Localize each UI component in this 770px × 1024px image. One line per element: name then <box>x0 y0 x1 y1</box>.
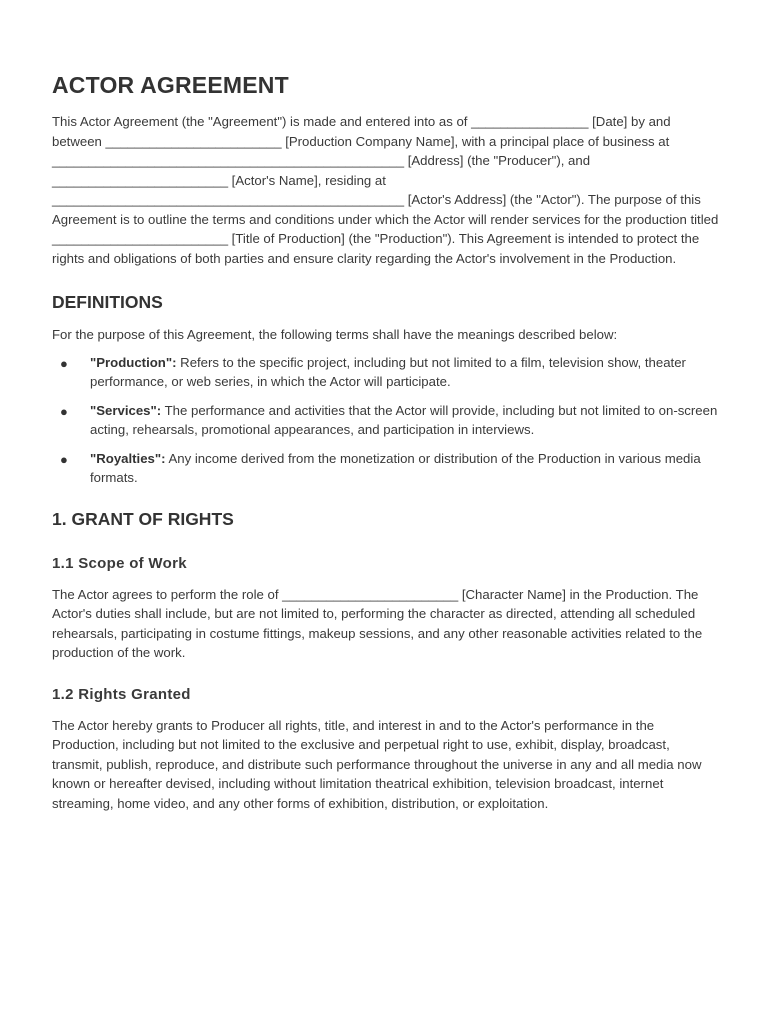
scope-of-work-paragraph: The Actor agrees to perform the role of ________________________ [Character Name] in the Production. The Actor's duties shall include, but are not limited to, performing the character as directed, attending all scheduled rehearsals, participating in costume fittings, makeup sessions, and any other reasonable activities related to the production of the work. <box>52 586 703 660</box>
definition-text: Any income derived from the monetization or distribution of the Production in various media formats. <box>90 450 701 485</box>
scope-of-work-heading: 1.1 Scope of Work <box>52 554 187 572</box>
list-item <box>52 353 722 392</box>
bullet-icon: ● <box>60 451 68 467</box>
definition-term: "Royalties": <box>90 450 166 466</box>
definition-text: Refers to the specific project, including but not limited to a film, television show, theater performance, or web series, in which the Actor will participate. <box>90 354 686 389</box>
list-item <box>52 401 722 440</box>
bullet-icon: ● <box>60 355 68 371</box>
document-page <box>52 70 722 813</box>
document-title: ACTOR AGREEMENT <box>52 72 289 98</box>
intro-paragraph: This Actor Agreement (the "Agreement") is made and entered into as of ________________ [Date] by and between ________________________ [Production Company Name], with a principal place of business at ________________________________________________ [Address] (the "Producer"), and ________________________ [Actor's Name], residing at ________________________________________________ [Actor's Address] (the "Actor"). The purpose of this Agreement is to outline the terms and conditions under which the Actor will render services for the production titled ________________________ [Title of Production] (the "Production"). This Agreement is intended to protect the rights and obligations of both parties and ensure clarity regarding the Actor's involvement in the Production. <box>52 114 719 266</box>
grant-of-rights-heading: 1. GRANT OF RIGHTS <box>52 508 234 529</box>
definition-term: "Services": <box>90 402 162 418</box>
definition-term: "Production": <box>90 354 177 370</box>
list-item <box>52 449 722 488</box>
definition-text: The performance and activities that the Actor will provide, including but not limited to on-screen acting, rehearsals, promotional appearances, and participation in interviews. <box>90 402 718 437</box>
rights-granted-paragraph: The Actor hereby grants to Producer all rights, title, and interest in and to the Actor's performance in the Production, including but not limited to the exclusive and perpetual right to use, exhibit, display, broadcast, transmit, publish, reproduce, and distribute such performance throughout the universe in any and all media now known or hereafter devised, including without limitation theatrical exhibition, television broadcast, internet streaming, home video, and any other forms of exhibition, distribution, or exploitation. <box>52 717 702 811</box>
definitions-heading: DEFINITIONS <box>52 292 163 312</box>
bullet-icon: ● <box>60 403 68 419</box>
definitions-lead: For the purpose of this Agreement, the following terms shall have the meanings described below: <box>52 327 618 342</box>
definitions-list <box>52 353 722 488</box>
rights-granted-heading: 1.2 Rights Granted <box>52 685 191 703</box>
